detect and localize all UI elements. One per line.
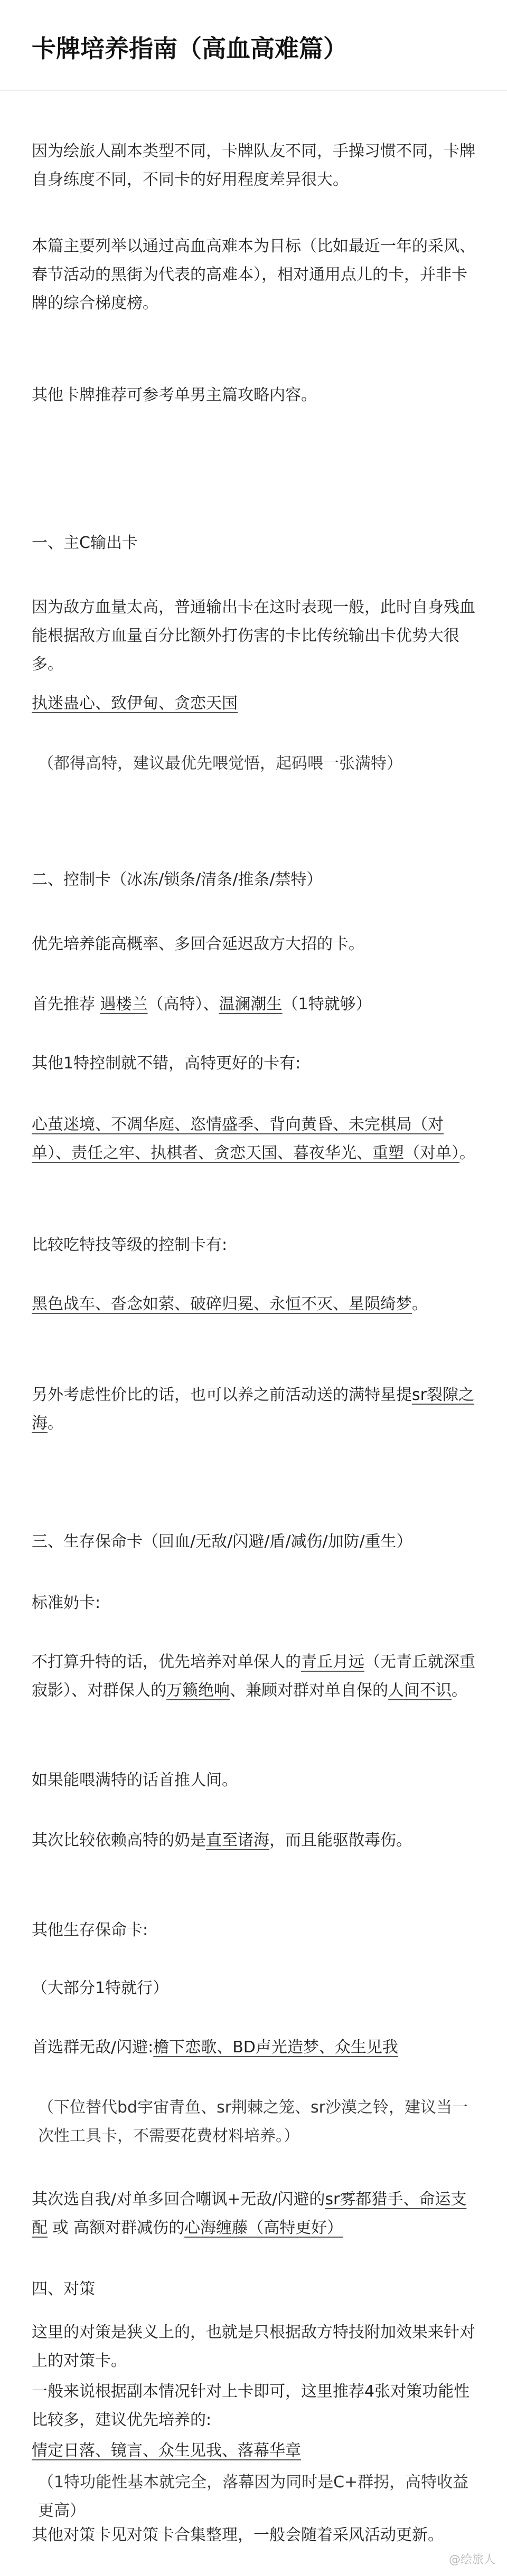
section-2-card-list-2 [32, 1290, 475, 1319]
section-1-heading: 一、主C输出卡 [32, 534, 138, 552]
section-3-paragraph-9 [32, 2185, 475, 2242]
section-3-paragraph-7 [32, 2033, 475, 2062]
section-4-paragraph-1: 这里的对策是狭义上的，也就是只根据敌方特技附加效果来针对上的对策卡。 [32, 2323, 475, 2370]
section-4-card-list [32, 2437, 475, 2465]
section-4-paragraph-2: 一般来说根据副本情况针对上卡即可，这里推荐4张对策功能性比较多，建议优先培养的: [32, 2382, 470, 2429]
section-3-note: （下位替代bd宇宙青鱼、sr荆棘之笼、sr沙漠之铃，建议当一次性工具卡，不需要花费材料培养。） [38, 2098, 468, 2145]
p5-prefix: 另外考虑性价比的话，也可以养之前活动送的满特星提 [32, 1386, 412, 1404]
section-4-note: （1特功能性基本就完全，落幕因为同时是C+群拐，高特收益更高） [38, 2473, 469, 2520]
section-1-paragraph: 因为敌方血量太高，普通输出卡在这时表现一般，此时自身残血能根据敌方血量百分比额外打伤害的卡比传统输出卡优势大很多。 [32, 598, 475, 674]
card-list-taunt: sr雾都猎手、命运支配 [32, 2190, 467, 2237]
title-divider [0, 90, 507, 91]
section-2-paragraph-2 [32, 990, 475, 1019]
intro-paragraph-1: 因为绘旅人副本类型不同，卡牌队友不同，手操习惯不同，卡牌自身练度不同，不同卡的好用程度差异很大。 [32, 142, 475, 189]
card-wanlaijuexiang: 万籁绝响 [166, 1681, 230, 1700]
p7-text-a: 首选群无敌/闪避: [32, 2038, 154, 2057]
p2-text-b: （高特）、 [147, 995, 219, 1014]
section-3-paragraph-6: （大部分1特就行） [32, 1979, 169, 1997]
section-2-paragraph-1: 优先培养能高概率、多回合延迟敌方大招的卡。 [32, 935, 364, 953]
section-3-paragraph-2 [32, 1648, 475, 1705]
p2-text-c: 、兼顾对群对单自保的 [230, 1681, 388, 1700]
card-zhizhizhuhai: 直至诸海 [206, 1831, 269, 1850]
p2-text-a: 不打算升特的话，优先培养对单保人的 [32, 1653, 301, 1671]
p2-prefix: 首先推荐 [32, 995, 100, 1014]
section-1-card-list [32, 689, 475, 718]
card-qingqiuyueyuan: 青丘月远 [301, 1653, 364, 1671]
section-4-list-text: 情定日落、镜言、众生见我、落幕华章 [32, 2441, 301, 2460]
section-2-paragraph-5 [32, 1381, 475, 1438]
card-yuloulan: 遇楼兰 [100, 995, 148, 1014]
card-liexizhihai: sr裂隙之海 [32, 1386, 474, 1433]
p9-text-a: 其次选自我/对单多回合嘲讽+无敌/闪避的 [32, 2190, 325, 2209]
section-2-paragraph-4: 比较吃特技等级的控制卡有: [32, 1236, 228, 1254]
section-3-paragraph-4 [32, 1826, 475, 1855]
section-2-heading: 二、控制卡（冰冻/锁条/清条/推条/禁特） [32, 870, 323, 889]
section-4-paragraph-3: 其他对策卡见对策卡合集整理，一般会随着采风活动更新。 [32, 2526, 444, 2544]
page-title: 卡牌培养指南（高血高难篇） [32, 34, 348, 63]
p5-end: 。 [48, 1414, 63, 1433]
p2-text-d: （1特就够） [282, 995, 372, 1014]
section-2-card-list [32, 1111, 475, 1168]
section-1-list-text: 执迷蛊心、致伊甸、贪恋天国 [32, 694, 238, 713]
section-2-list-text: 心茧迷境、不凋华庭、恣情盛季、背向黄昏、未完棋局（对单）、责任之牢、执棋者、贪恋天国、暮夜华光、重塑（对单） [32, 1115, 459, 1162]
list2-end: 。 [412, 1295, 428, 1313]
section-1-note: （都得高特，建议最优先喂觉悟，起码喂一张满特） [38, 754, 402, 773]
list-end: 。 [459, 1144, 475, 1162]
card-xinhaichanteng: 心海缠藤（高特更好） [184, 2219, 343, 2237]
section-3-paragraph-3: 如果能喂满特的话首推人间。 [32, 1771, 238, 1789]
intro-paragraph-2: 本篇主要列举以通过高血高难本为目标（比如最近一年的采风、春节活动的黑街为代表的高难本），相对通用点儿的卡，并非卡牌的综合梯度榜。 [32, 237, 475, 312]
p9-text-b: 或 高额对群减伤的 [48, 2219, 185, 2237]
p4-text-b: ，而且能驱散毒伤。 [269, 1831, 412, 1850]
p2-text-d: 。 [452, 1681, 467, 1700]
section-2-paragraph-3: 其他1特控制就不错，高特更好的卡有: [32, 1054, 301, 1073]
section-3-heading: 三、生存保命卡（回血/无敌/闪避/盾/减伤/加防/重生） [32, 1532, 412, 1551]
section-3-paragraph-5: 其他生存保命卡: [32, 1921, 148, 1939]
section-4-heading: 四、对策 [32, 2280, 95, 2298]
card-list-group-invincible: 檐下恋歌、BD声光造梦、众生见我 [153, 2038, 398, 2057]
p4-text-a: 其次比较依赖高特的奶是 [32, 1831, 206, 1850]
p2-text-b: （无青丘就深重寂影）、对群保人的 [32, 1653, 475, 1700]
card-wenlanchaosheng: 温澜潮生 [219, 995, 283, 1014]
intro-paragraph-3: 其他卡牌推荐可参考单男主篇攻略内容。 [32, 386, 317, 404]
watermark: @绘旅人 [448, 2553, 495, 2566]
section-3-paragraph-1: 标准奶卡: [32, 1594, 101, 1612]
card-renjianbushi: 人间不识 [388, 1681, 452, 1700]
section-2-list2-text: 黑色战车、沓念如萦、破碎归冕、永恒不灭、星陨绮梦 [32, 1295, 412, 1313]
